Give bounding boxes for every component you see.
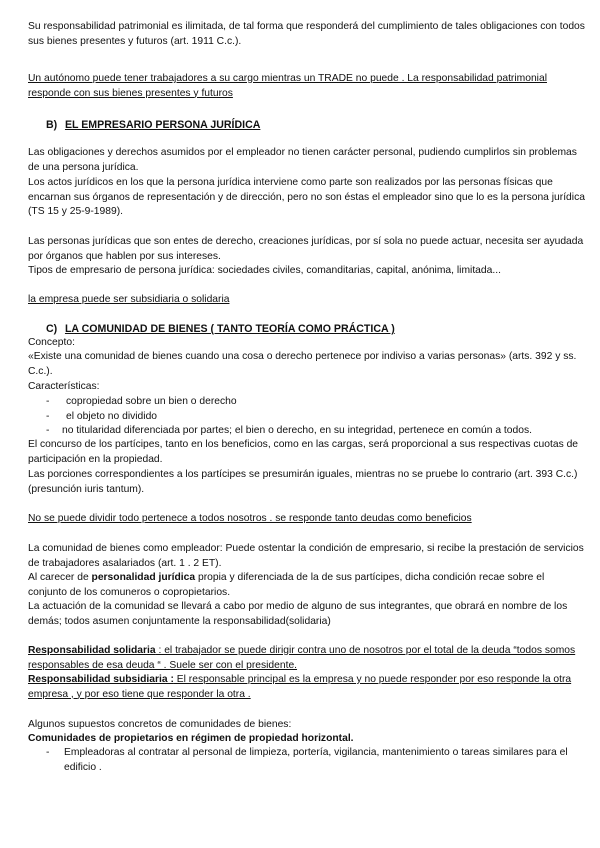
characteristics-label: Características: — [28, 381, 100, 392]
paragraph-legal-personality: Al carecer de personalidad jurídica propia y diferenciada de la de sus partícipes, dicha condición recae sobre el conjunto de los comuneros o copropietarios. — [28, 572, 545, 598]
note-subsidiary-solidary: la empresa puede ser subsidiaria o solidaria — [28, 294, 230, 305]
list-dash: - — [46, 411, 50, 422]
legal-personality-bold: personalidad jurídica — [91, 572, 196, 583]
list-item: no titularidad diferenciada por partes; el bien o derecho, en su integridad, pertenece en común a todos. — [62, 425, 532, 436]
paragraph-entity-types: Tipos de empresario de persona jurídica: sociedades civiles, comanditarias, capital, anónima, limitada... — [28, 265, 501, 276]
paragraph-community-action: La actuación de la comunidad se llevará a cabo por medio de alguno de sus integrantes, que obrará en nombre de los demás; todos asumen conjuntamente la responsabilidad(solidaria) — [28, 601, 568, 627]
note-autonomo-trade: Un autónomo puede tener trabajadores a su cargo mientras un TRADE no puede . La responsabilidad patrimonial responde con sus bienes presentes y futuros — [28, 73, 547, 99]
note-solidary-liability: Responsabilidad solidaria : el trabajador se puede dirigir contra uno de nosotros por el total de la deuda “todos somos responsables de esa deuda “ . Suele ser con el presidente. — [28, 645, 576, 671]
list-dash: - — [46, 425, 50, 436]
list-dash: - — [46, 396, 50, 407]
note-cannot-divide: No se puede dividir todo pertenece a todos nosotros . se responde tanto deudas como beneficios — [28, 513, 472, 524]
heading-horizontal-property: Comunidades de propietarios en régimen de propiedad horizontal. — [28, 733, 354, 744]
concept-definition: «Existe una comunidad de bienes cuando una cosa o derecho pertenece por indiviso a varias personas» (arts. 392 y ss. C.c.). — [28, 351, 577, 377]
paragraph-community-employer: La comunidad de bienes como empleador: Puede ostentar la condición de empresario, si recibe la prestación de servicios de trabajadores asalariados (art. 1 . 2 ET). — [28, 543, 584, 569]
paragraph-cases-intro: Algunos supuestos concretos de comunidades de bienes: — [28, 719, 292, 730]
section-b-title: EL EMPRESARIO PERSONA JURÍDICA — [64, 119, 261, 131]
subsidiary-bold: Responsabilidad subsidiaria : — [28, 674, 174, 685]
paragraph-legal-entities: Las personas jurídicas que son entes de derecho, creaciones jurídicas, por sí sola no puede actuar, necesita ser ayudada por órganos que hablen por sus intereses. — [28, 236, 584, 262]
note-subsidiary-liability: Responsabilidad subsidiaria : El responsable principal es la empresa y no puede responder por eso responde la otra empresa , y por eso tiene que responder la otra . — [28, 674, 572, 700]
section-c-heading — [46, 322, 395, 336]
section-c-title: LA COMUNIDAD DE BIENES ( TANTO TEORÍA COMO PRÁCTICA ) — [64, 323, 395, 335]
section-c-label: C) — [46, 323, 58, 335]
concept-label: Concepto: — [28, 337, 75, 348]
paragraph-participants: El concurso de los partícipes, tanto en los beneficios, como en las cargas, será proporcional a sus respectivas cuotas de participación en la propiedad. — [28, 439, 579, 465]
paragraph-legal-acts: Los actos jurídicos en los que la persona jurídica interviene como parte son realizados por las personas físicas que encarnan sus órganos de representación y de dirección, pero no son éstas el empleador sino que lo es la persona jurídica (TS 15 y 25-9-1989). — [28, 177, 585, 218]
list-item: Empleadoras al contratar al personal de limpieza, portería, vigilancia, mantenimiento o tareas similares para el edificio . — [64, 747, 568, 773]
paragraph-obligations: Las obligaciones y derechos asumidos por el empleador no tienen carácter personal, pudiendo cumplirlos sin problemas de una persona jurídica. — [28, 147, 577, 173]
paragraph-portions: Las porciones correspondientes a los partícipes se presumirán iguales, mientras no se pruebe lo contrario (art. 393 C.c.) (presunción iuris tantum). — [28, 469, 578, 495]
list-item: copropiedad sobre un bien o derecho — [66, 396, 237, 407]
section-b-heading — [46, 118, 260, 132]
list-item: el objeto no dividido — [66, 411, 158, 422]
solidary-bold: Responsabilidad solidaria — [28, 645, 156, 656]
list-dash: - — [46, 747, 50, 758]
section-b-label: B) — [46, 119, 58, 131]
paragraph-liability: Su responsabilidad patrimonial es ilimitada, de tal forma que responderá del cumplimiento de tales obligaciones con todos sus bienes presentes y futuros (art. 1911 C.c.). — [28, 21, 585, 47]
